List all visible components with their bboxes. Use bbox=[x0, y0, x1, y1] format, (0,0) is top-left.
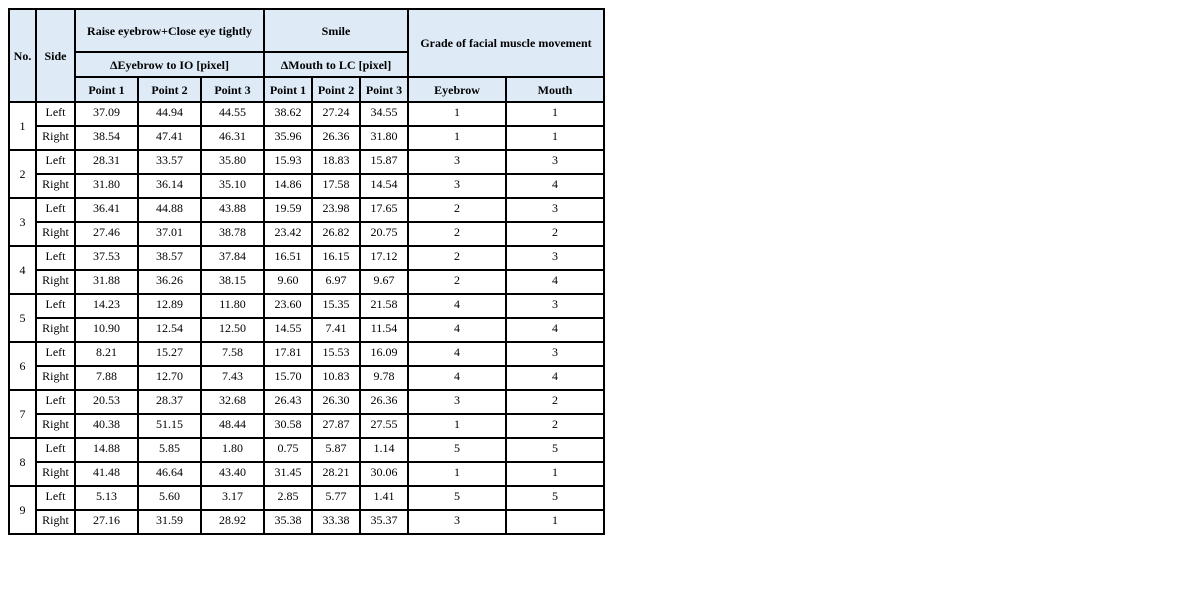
mouth-point-1-cell: 19.59 bbox=[264, 198, 312, 222]
grade-eyebrow-cell: 1 bbox=[408, 126, 506, 150]
eyebrow-point-1-cell: 7.88 bbox=[75, 366, 138, 390]
eyebrow-point-3-cell: 35.10 bbox=[201, 174, 264, 198]
mouth-point-2-cell: 16.15 bbox=[312, 246, 360, 270]
side-cell: Left bbox=[36, 342, 75, 366]
grade-mouth-cell: 3 bbox=[506, 342, 604, 366]
mouth-point-2-cell: 27.87 bbox=[312, 414, 360, 438]
table-row bbox=[9, 294, 604, 318]
eyebrow-point-3-cell: 38.15 bbox=[201, 270, 264, 294]
eyebrow-point-2-cell: 33.57 bbox=[138, 150, 201, 174]
mouth-point-1-cell: 15.93 bbox=[264, 150, 312, 174]
subject-number: 8 bbox=[9, 438, 36, 486]
grade-mouth-cell: 4 bbox=[506, 366, 604, 390]
eyebrow-point-3-cell: 7.58 bbox=[201, 342, 264, 366]
mouth-point-1-cell: 2.85 bbox=[264, 486, 312, 510]
subject-number: 2 bbox=[9, 150, 36, 198]
mouth-point-3-cell: 21.58 bbox=[360, 294, 408, 318]
eyebrow-point-3-cell: 37.84 bbox=[201, 246, 264, 270]
mouth-point-2-cell: 26.30 bbox=[312, 390, 360, 414]
subject-number: 6 bbox=[9, 342, 36, 390]
mouth-point-1-cell: 23.60 bbox=[264, 294, 312, 318]
side-cell: Left bbox=[36, 102, 75, 126]
mouth-point-2-cell: 26.82 bbox=[312, 222, 360, 246]
eyebrow-point-1-cell: 36.41 bbox=[75, 198, 138, 222]
header-eb-point-1: Point 1 bbox=[75, 77, 138, 102]
table-row bbox=[9, 270, 604, 294]
eyebrow-point-1-cell: 14.23 bbox=[75, 294, 138, 318]
eyebrow-point-2-cell: 47.41 bbox=[138, 126, 201, 150]
header-m-point-2: Point 2 bbox=[312, 77, 360, 102]
eyebrow-point-2-cell: 46.64 bbox=[138, 462, 201, 486]
mouth-point-2-cell: 26.36 bbox=[312, 126, 360, 150]
header-grade-mouth: Mouth bbox=[506, 77, 604, 102]
eyebrow-point-2-cell: 38.57 bbox=[138, 246, 201, 270]
mouth-point-1-cell: 17.81 bbox=[264, 342, 312, 366]
table-row bbox=[9, 174, 604, 198]
mouth-point-1-cell: 14.55 bbox=[264, 318, 312, 342]
table-row bbox=[9, 462, 604, 486]
eyebrow-point-1-cell: 31.88 bbox=[75, 270, 138, 294]
header-group-smile: Smile bbox=[264, 9, 408, 52]
table-row bbox=[9, 126, 604, 150]
table-body bbox=[9, 102, 604, 534]
table-row bbox=[9, 486, 604, 510]
eyebrow-point-2-cell: 44.94 bbox=[138, 102, 201, 126]
table-row bbox=[9, 390, 604, 414]
side-cell: Right bbox=[36, 174, 75, 198]
mouth-point-2-cell: 28.21 bbox=[312, 462, 360, 486]
eyebrow-point-1-cell: 40.38 bbox=[75, 414, 138, 438]
grade-eyebrow-cell: 1 bbox=[408, 462, 506, 486]
table-row bbox=[9, 366, 604, 390]
eyebrow-point-3-cell: 12.50 bbox=[201, 318, 264, 342]
eyebrow-point-2-cell: 15.27 bbox=[138, 342, 201, 366]
eyebrow-point-1-cell: 14.88 bbox=[75, 438, 138, 462]
eyebrow-point-3-cell: 46.31 bbox=[201, 126, 264, 150]
header-grade-eyebrow: Eyebrow bbox=[408, 77, 506, 102]
side-cell: Right bbox=[36, 126, 75, 150]
table-row bbox=[9, 222, 604, 246]
facial-movement-table bbox=[8, 8, 605, 535]
eyebrow-point-1-cell: 10.90 bbox=[75, 318, 138, 342]
eyebrow-point-3-cell: 43.88 bbox=[201, 198, 264, 222]
mouth-point-3-cell: 35.37 bbox=[360, 510, 408, 534]
subject-number: 7 bbox=[9, 390, 36, 438]
mouth-point-3-cell: 9.67 bbox=[360, 270, 408, 294]
subject-number: 9 bbox=[9, 486, 36, 534]
subject-number: 5 bbox=[9, 294, 36, 342]
side-cell: Left bbox=[36, 294, 75, 318]
mouth-point-2-cell: 5.87 bbox=[312, 438, 360, 462]
side-cell: Right bbox=[36, 318, 75, 342]
eyebrow-point-1-cell: 31.80 bbox=[75, 174, 138, 198]
grade-eyebrow-cell: 3 bbox=[408, 390, 506, 414]
header-sub-eyebrow: ΔEyebrow to IO [pixel] bbox=[75, 52, 264, 77]
subject-number: 4 bbox=[9, 246, 36, 294]
grade-mouth-cell: 1 bbox=[506, 102, 604, 126]
grade-eyebrow-cell: 2 bbox=[408, 222, 506, 246]
side-cell: Left bbox=[36, 198, 75, 222]
eyebrow-point-1-cell: 5.13 bbox=[75, 486, 138, 510]
side-cell: Right bbox=[36, 414, 75, 438]
eyebrow-point-2-cell: 12.54 bbox=[138, 318, 201, 342]
side-cell: Left bbox=[36, 246, 75, 270]
eyebrow-point-3-cell: 35.80 bbox=[201, 150, 264, 174]
grade-eyebrow-cell: 2 bbox=[408, 246, 506, 270]
header-side: Side bbox=[36, 9, 75, 102]
mouth-point-3-cell: 17.12 bbox=[360, 246, 408, 270]
header-m-point-1: Point 1 bbox=[264, 77, 312, 102]
eyebrow-point-1-cell: 38.54 bbox=[75, 126, 138, 150]
grade-eyebrow-cell: 2 bbox=[408, 270, 506, 294]
grade-eyebrow-cell: 5 bbox=[408, 486, 506, 510]
grade-mouth-cell: 5 bbox=[506, 486, 604, 510]
mouth-point-1-cell: 31.45 bbox=[264, 462, 312, 486]
side-cell: Left bbox=[36, 438, 75, 462]
mouth-point-2-cell: 33.38 bbox=[312, 510, 360, 534]
grade-eyebrow-cell: 3 bbox=[408, 174, 506, 198]
grade-eyebrow-cell: 4 bbox=[408, 318, 506, 342]
eyebrow-point-2-cell: 36.26 bbox=[138, 270, 201, 294]
eyebrow-point-3-cell: 44.55 bbox=[201, 102, 264, 126]
grade-mouth-cell: 3 bbox=[506, 150, 604, 174]
eyebrow-point-3-cell: 32.68 bbox=[201, 390, 264, 414]
mouth-point-3-cell: 26.36 bbox=[360, 390, 408, 414]
table-row bbox=[9, 414, 604, 438]
mouth-point-1-cell: 16.51 bbox=[264, 246, 312, 270]
side-cell: Right bbox=[36, 462, 75, 486]
grade-mouth-cell: 3 bbox=[506, 294, 604, 318]
mouth-point-1-cell: 9.60 bbox=[264, 270, 312, 294]
header-eb-point-3: Point 3 bbox=[201, 77, 264, 102]
grade-eyebrow-cell: 4 bbox=[408, 366, 506, 390]
mouth-point-3-cell: 14.54 bbox=[360, 174, 408, 198]
mouth-point-3-cell: 30.06 bbox=[360, 462, 408, 486]
subject-number: 1 bbox=[9, 102, 36, 150]
grade-mouth-cell: 2 bbox=[506, 222, 604, 246]
mouth-point-1-cell: 0.75 bbox=[264, 438, 312, 462]
eyebrow-point-3-cell: 38.78 bbox=[201, 222, 264, 246]
eyebrow-point-2-cell: 12.70 bbox=[138, 366, 201, 390]
header-sub-mouth: ΔMouth to LC [pixel] bbox=[264, 52, 408, 77]
eyebrow-point-1-cell: 20.53 bbox=[75, 390, 138, 414]
eyebrow-point-1-cell: 28.31 bbox=[75, 150, 138, 174]
mouth-point-3-cell: 16.09 bbox=[360, 342, 408, 366]
grade-eyebrow-cell: 3 bbox=[408, 510, 506, 534]
eyebrow-point-3-cell: 1.80 bbox=[201, 438, 264, 462]
mouth-point-3-cell: 17.65 bbox=[360, 198, 408, 222]
mouth-point-3-cell: 27.55 bbox=[360, 414, 408, 438]
eyebrow-point-3-cell: 11.80 bbox=[201, 294, 264, 318]
mouth-point-2-cell: 15.53 bbox=[312, 342, 360, 366]
side-cell: Left bbox=[36, 150, 75, 174]
table-header bbox=[9, 9, 604, 102]
grade-mouth-cell: 2 bbox=[506, 414, 604, 438]
grade-mouth-cell: 1 bbox=[506, 126, 604, 150]
mouth-point-3-cell: 15.87 bbox=[360, 150, 408, 174]
mouth-point-2-cell: 6.97 bbox=[312, 270, 360, 294]
eyebrow-point-1-cell: 37.09 bbox=[75, 102, 138, 126]
header-no: No. bbox=[9, 9, 36, 102]
grade-mouth-cell: 4 bbox=[506, 318, 604, 342]
mouth-point-3-cell: 31.80 bbox=[360, 126, 408, 150]
eyebrow-point-2-cell: 51.15 bbox=[138, 414, 201, 438]
mouth-point-3-cell: 1.41 bbox=[360, 486, 408, 510]
subject-number: 3 bbox=[9, 198, 36, 246]
eyebrow-point-3-cell: 28.92 bbox=[201, 510, 264, 534]
table-row bbox=[9, 246, 604, 270]
mouth-point-1-cell: 38.62 bbox=[264, 102, 312, 126]
side-cell: Right bbox=[36, 222, 75, 246]
header-m-point-3: Point 3 bbox=[360, 77, 408, 102]
grade-eyebrow-cell: 1 bbox=[408, 102, 506, 126]
eyebrow-point-3-cell: 3.17 bbox=[201, 486, 264, 510]
mouth-point-1-cell: 15.70 bbox=[264, 366, 312, 390]
eyebrow-point-1-cell: 41.48 bbox=[75, 462, 138, 486]
eyebrow-point-2-cell: 36.14 bbox=[138, 174, 201, 198]
grade-mouth-cell: 3 bbox=[506, 198, 604, 222]
side-cell: Left bbox=[36, 486, 75, 510]
grade-mouth-cell: 1 bbox=[506, 462, 604, 486]
grade-mouth-cell: 4 bbox=[506, 270, 604, 294]
grade-eyebrow-cell: 3 bbox=[408, 150, 506, 174]
mouth-point-2-cell: 27.24 bbox=[312, 102, 360, 126]
eyebrow-point-2-cell: 37.01 bbox=[138, 222, 201, 246]
table-row bbox=[9, 510, 604, 534]
mouth-point-1-cell: 30.58 bbox=[264, 414, 312, 438]
mouth-point-2-cell: 23.98 bbox=[312, 198, 360, 222]
mouth-point-3-cell: 11.54 bbox=[360, 318, 408, 342]
mouth-point-3-cell: 1.14 bbox=[360, 438, 408, 462]
mouth-point-2-cell: 15.35 bbox=[312, 294, 360, 318]
mouth-point-3-cell: 34.55 bbox=[360, 102, 408, 126]
eyebrow-point-1-cell: 8.21 bbox=[75, 342, 138, 366]
eyebrow-point-2-cell: 5.85 bbox=[138, 438, 201, 462]
eyebrow-point-1-cell: 37.53 bbox=[75, 246, 138, 270]
grade-mouth-cell: 2 bbox=[506, 390, 604, 414]
eyebrow-point-2-cell: 44.88 bbox=[138, 198, 201, 222]
grade-eyebrow-cell: 2 bbox=[408, 198, 506, 222]
side-cell: Left bbox=[36, 390, 75, 414]
grade-eyebrow-cell: 4 bbox=[408, 342, 506, 366]
mouth-point-2-cell: 17.58 bbox=[312, 174, 360, 198]
eyebrow-point-3-cell: 7.43 bbox=[201, 366, 264, 390]
header-group-grade: Grade of facial muscle movement bbox=[408, 9, 604, 77]
mouth-point-1-cell: 23.42 bbox=[264, 222, 312, 246]
grade-mouth-cell: 4 bbox=[506, 174, 604, 198]
grade-eyebrow-cell: 4 bbox=[408, 294, 506, 318]
eyebrow-point-2-cell: 28.37 bbox=[138, 390, 201, 414]
mouth-point-2-cell: 18.83 bbox=[312, 150, 360, 174]
table-row bbox=[9, 318, 604, 342]
table-row bbox=[9, 198, 604, 222]
table-row bbox=[9, 150, 604, 174]
mouth-point-2-cell: 7.41 bbox=[312, 318, 360, 342]
eyebrow-point-2-cell: 31.59 bbox=[138, 510, 201, 534]
eyebrow-point-1-cell: 27.46 bbox=[75, 222, 138, 246]
mouth-point-1-cell: 35.38 bbox=[264, 510, 312, 534]
eyebrow-point-2-cell: 5.60 bbox=[138, 486, 201, 510]
mouth-point-3-cell: 9.78 bbox=[360, 366, 408, 390]
mouth-point-3-cell: 20.75 bbox=[360, 222, 408, 246]
table-row bbox=[9, 438, 604, 462]
side-cell: Right bbox=[36, 270, 75, 294]
header-group-eyebrow: Raise eyebrow+Close eye tightly bbox=[75, 9, 264, 52]
table-row bbox=[9, 102, 604, 126]
mouth-point-2-cell: 5.77 bbox=[312, 486, 360, 510]
header-eb-point-2: Point 2 bbox=[138, 77, 201, 102]
grade-mouth-cell: 3 bbox=[506, 246, 604, 270]
grade-eyebrow-cell: 1 bbox=[408, 414, 506, 438]
table-row bbox=[9, 342, 604, 366]
grade-mouth-cell: 5 bbox=[506, 438, 604, 462]
mouth-point-1-cell: 35.96 bbox=[264, 126, 312, 150]
eyebrow-point-2-cell: 12.89 bbox=[138, 294, 201, 318]
side-cell: Right bbox=[36, 366, 75, 390]
mouth-point-2-cell: 10.83 bbox=[312, 366, 360, 390]
grade-eyebrow-cell: 5 bbox=[408, 438, 506, 462]
eyebrow-point-3-cell: 43.40 bbox=[201, 462, 264, 486]
eyebrow-point-3-cell: 48.44 bbox=[201, 414, 264, 438]
eyebrow-point-1-cell: 27.16 bbox=[75, 510, 138, 534]
grade-mouth-cell: 1 bbox=[506, 510, 604, 534]
side-cell: Right bbox=[36, 510, 75, 534]
mouth-point-1-cell: 26.43 bbox=[264, 390, 312, 414]
mouth-point-1-cell: 14.86 bbox=[264, 174, 312, 198]
